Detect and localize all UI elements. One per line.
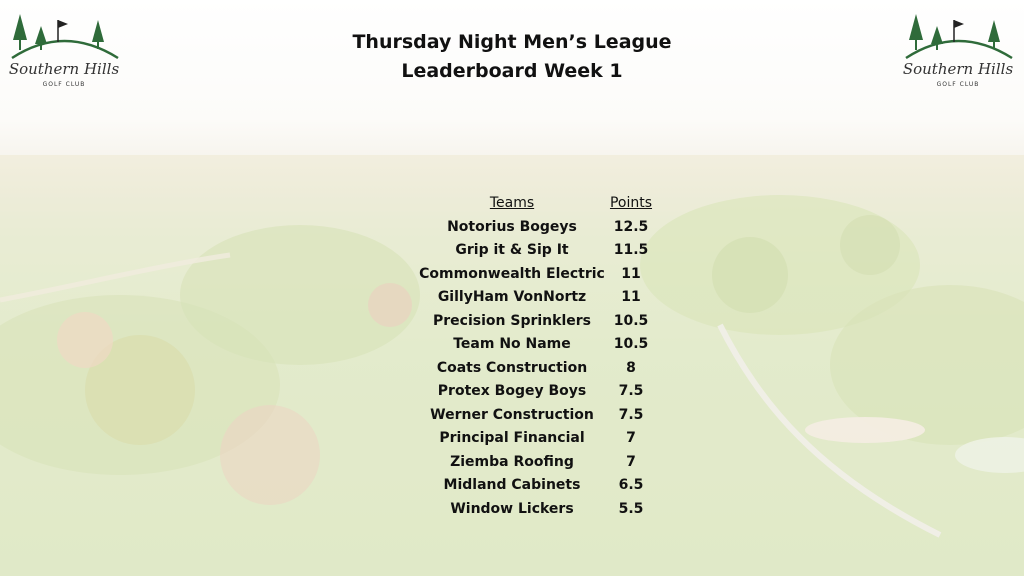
- team-points: 6.5: [618, 477, 644, 493]
- team-name: Ziemba Roofing: [450, 453, 574, 470]
- team-points: 11: [621, 289, 641, 305]
- club-logo-subtitle: GOLF CLUB: [936, 81, 980, 88]
- table-row: [410, 263, 660, 287]
- team-name: Notorius Bogeys: [447, 218, 577, 235]
- team-name: Commonwealth Electric: [419, 265, 605, 282]
- table-row: [410, 451, 660, 475]
- club-logo-subtitle: GOLF CLUB: [42, 81, 86, 88]
- table-row: [410, 333, 660, 357]
- table-row: [410, 380, 660, 404]
- team-name: Window Lickers: [450, 500, 574, 517]
- club-logo-name: Southern Hills: [902, 60, 1014, 78]
- team-points: 5.5: [618, 500, 644, 517]
- table-row: [410, 310, 660, 334]
- teams-column-header: Teams: [489, 195, 535, 211]
- team-name: Principal Financial: [439, 430, 585, 446]
- team-name: GillyHam VonNortz: [437, 289, 587, 305]
- leaderboard-header-row: [410, 192, 660, 216]
- leaderboard-rows: [410, 216, 660, 522]
- team-name: Grip it & Sip It: [455, 242, 569, 258]
- table-row: [410, 427, 660, 451]
- team-name: Midland Cabinets: [443, 477, 581, 493]
- points-column-header: Points: [609, 195, 653, 211]
- table-row: [410, 474, 660, 498]
- team-points: 11: [621, 265, 641, 282]
- team-points: 7.5: [618, 383, 644, 399]
- page-subtitle: Leaderboard Week 1: [401, 60, 623, 82]
- team-points: 7: [626, 453, 636, 470]
- table-row: [410, 286, 660, 310]
- team-name: Precision Sprinklers: [433, 312, 591, 329]
- team-points: 7: [626, 430, 636, 446]
- table-row: [410, 216, 660, 240]
- leaderboard-table: [410, 192, 660, 521]
- page-title: Thursday Night Men’s League: [352, 31, 672, 53]
- team-name: Team No Name: [453, 336, 571, 352]
- team-points: 11.5: [613, 242, 649, 258]
- team-name: Coats Construction: [436, 359, 588, 376]
- team-points: 10.5: [613, 336, 649, 352]
- team-points: 8: [626, 359, 636, 376]
- team-points: 12.5: [613, 218, 649, 235]
- table-row: [410, 239, 660, 263]
- team-name: Werner Construction: [430, 406, 594, 423]
- team-points: 10.5: [613, 312, 649, 329]
- table-row: [410, 498, 660, 522]
- team-points: 7.5: [618, 406, 644, 423]
- table-row: [410, 357, 660, 381]
- table-row: [410, 404, 660, 428]
- team-name: Protex Bogey Boys: [437, 383, 587, 399]
- club-logo-name: Southern Hills: [8, 60, 120, 78]
